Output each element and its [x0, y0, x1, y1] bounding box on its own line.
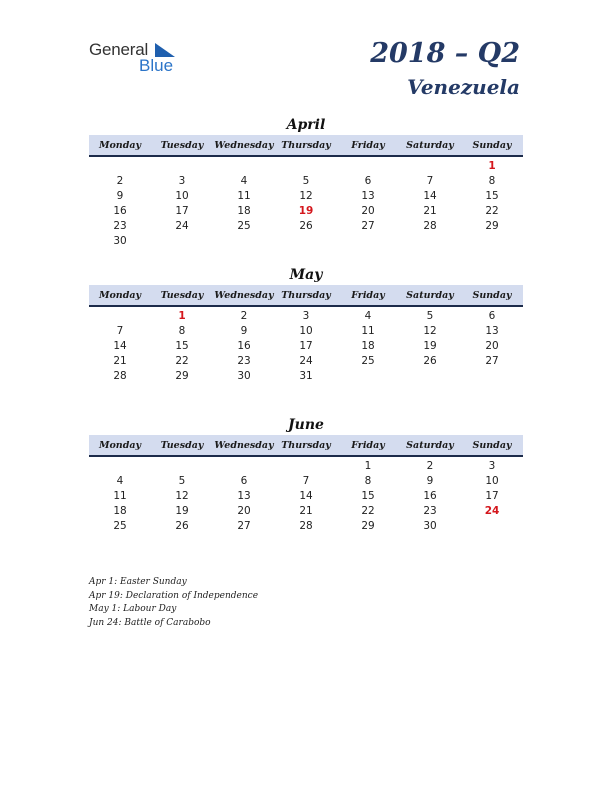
weekday-header: Sunday — [472, 440, 512, 451]
day-cell: 29 — [175, 370, 189, 382]
day-cell: 19 — [175, 505, 189, 517]
day-cell: 10 — [175, 190, 189, 202]
day-cell: 18 — [361, 340, 375, 352]
weekday-header: Wednesday — [214, 440, 274, 451]
day-cell: 7 — [116, 325, 124, 337]
holiday-day-cell: 1 — [488, 160, 496, 172]
day-cell: 20 — [485, 340, 499, 352]
day-cell: 25 — [361, 355, 375, 367]
day-grid — [89, 157, 523, 249]
day-cell: 12 — [423, 325, 437, 337]
day-cell: 14 — [423, 190, 437, 202]
empty-day-cell — [337, 159, 399, 174]
day-cell: 26 — [423, 355, 437, 367]
empty-day-cell — [89, 159, 151, 174]
day-cell: 16 — [113, 205, 127, 217]
logo-blue-text: Blue — [139, 56, 174, 75]
day-cell: 21 — [113, 355, 127, 367]
day-cell: 12 — [175, 490, 189, 502]
day-cell: 9 — [116, 190, 124, 202]
day-cell: 10 — [299, 325, 313, 337]
day-grid — [89, 307, 523, 384]
generalblue-logo — [89, 40, 189, 76]
empty-day-cell — [213, 159, 275, 174]
day-cell: 9 — [426, 475, 434, 487]
day-cell: 23 — [113, 220, 127, 232]
day-cell: 21 — [423, 205, 437, 217]
day-cell: 16 — [423, 490, 437, 502]
holiday-note: May 1: Labour Day — [89, 604, 177, 615]
day-cell: 3 — [178, 175, 186, 187]
weekday-header: Monday — [98, 440, 142, 451]
month-name: May — [289, 267, 323, 283]
day-cell: 19 — [423, 340, 437, 352]
day-cell: 7 — [302, 475, 310, 487]
day-cell: 27 — [237, 520, 251, 532]
weekday-header: Thursday — [281, 140, 331, 151]
day-cell: 1 — [364, 460, 372, 472]
day-cell: 12 — [299, 190, 313, 202]
day-cell: 16 — [237, 340, 251, 352]
day-cell: 30 — [423, 520, 437, 532]
month-calendar-may — [89, 265, 523, 384]
empty-day-cell — [89, 309, 151, 324]
holiday-note: Jun 24: Battle of Carabobo — [89, 617, 211, 628]
logo-general-text: General — [89, 40, 149, 59]
quarter-title: 2018 – Q2 — [370, 38, 520, 69]
day-cell: 8 — [364, 475, 372, 487]
day-cell: 15 — [175, 340, 189, 352]
day-cell: 17 — [299, 340, 313, 352]
weekday-header: Sunday — [472, 290, 512, 301]
holiday-notes — [89, 576, 258, 630]
country-title: Venezuela — [407, 75, 520, 99]
day-cell: 8 — [178, 325, 186, 337]
day-cell: 7 — [426, 175, 434, 187]
day-cell: 2 — [240, 310, 248, 322]
weekday-header: Friday — [351, 440, 385, 451]
day-cell: 6 — [240, 475, 248, 487]
weekday-header: Sunday — [472, 140, 512, 151]
month-calendar-june — [89, 415, 523, 534]
holiday-day-cell: 1 — [178, 310, 186, 322]
day-cell: 18 — [237, 205, 251, 217]
holiday-day-cell: 24 — [484, 505, 500, 517]
empty-day-cell — [151, 459, 213, 474]
weekday-header: Monday — [98, 140, 142, 151]
day-cell: 6 — [364, 175, 372, 187]
day-cell: 3 — [488, 460, 496, 472]
weekday-header: Wednesday — [214, 140, 274, 151]
weekday-header: Thursday — [281, 290, 331, 301]
day-cell: 30 — [237, 370, 251, 382]
day-cell: 11 — [237, 190, 251, 202]
day-cell: 23 — [423, 505, 437, 517]
day-cell: 9 — [240, 325, 248, 337]
day-cell: 5 — [302, 175, 310, 187]
day-cell: 31 — [299, 370, 313, 382]
day-cell: 21 — [299, 505, 313, 517]
day-cell: 17 — [485, 490, 499, 502]
day-cell: 27 — [485, 355, 499, 367]
day-cell: 4 — [240, 175, 248, 187]
day-cell: 28 — [113, 370, 127, 382]
day-cell: 26 — [299, 220, 313, 232]
day-cell: 13 — [361, 190, 375, 202]
weekday-header: Wednesday — [214, 290, 274, 301]
day-grid — [89, 457, 523, 534]
day-cell: 2 — [116, 175, 124, 187]
logo-flag-icon — [155, 43, 175, 57]
weekday-header: Friday — [351, 290, 385, 301]
day-cell: 8 — [488, 175, 496, 187]
weekday-header: Tuesday — [160, 290, 204, 301]
day-cell: 18 — [113, 505, 127, 517]
weekday-header: Saturday — [406, 290, 454, 301]
holiday-day-cell: 19 — [298, 205, 314, 217]
holiday-note: Apr 1: Easter Sunday — [89, 577, 187, 587]
holiday-note: Apr 19: Declaration of Independence — [89, 590, 259, 601]
day-cell: 22 — [361, 505, 375, 517]
day-cell: 5 — [178, 475, 186, 487]
day-cell: 3 — [302, 310, 310, 322]
day-cell: 30 — [113, 235, 127, 247]
day-cell: 20 — [237, 505, 251, 517]
weekday-header-row — [89, 135, 523, 157]
day-cell: 22 — [175, 355, 189, 367]
weekday-header: Friday — [351, 140, 385, 151]
weekday-header: Monday — [98, 290, 142, 301]
day-cell: 20 — [361, 205, 375, 217]
day-cell: 25 — [113, 520, 127, 532]
month-calendar-april — [89, 115, 523, 249]
day-cell: 25 — [237, 220, 251, 232]
day-cell: 11 — [113, 490, 127, 502]
weekday-header: Tuesday — [160, 440, 204, 451]
weekday-header-row — [89, 435, 523, 457]
day-cell: 6 — [488, 310, 496, 322]
weekday-header: Saturday — [406, 140, 454, 151]
day-cell: 26 — [175, 520, 189, 532]
day-cell: 14 — [299, 490, 313, 502]
day-cell: 13 — [485, 325, 499, 337]
weekday-header-row — [89, 285, 523, 307]
day-cell: 15 — [485, 190, 499, 202]
day-cell: 22 — [485, 205, 499, 217]
day-cell: 29 — [361, 520, 375, 532]
day-cell: 27 — [361, 220, 375, 232]
day-cell: 29 — [485, 220, 499, 232]
day-cell: 13 — [237, 490, 251, 502]
empty-day-cell — [275, 159, 337, 174]
day-cell: 10 — [485, 475, 499, 487]
day-cell: 24 — [175, 220, 189, 232]
empty-day-cell — [89, 459, 151, 474]
day-cell: 23 — [237, 355, 251, 367]
weekday-header: Thursday — [281, 440, 331, 451]
day-cell: 11 — [361, 325, 375, 337]
day-cell: 4 — [116, 475, 124, 487]
day-cell: 15 — [361, 490, 375, 502]
day-cell: 28 — [299, 520, 313, 532]
month-name: June — [288, 417, 324, 433]
empty-day-cell — [213, 459, 275, 474]
weekday-header: Saturday — [406, 440, 454, 451]
empty-day-cell — [151, 159, 213, 174]
day-cell: 24 — [299, 355, 313, 367]
empty-day-cell — [399, 159, 461, 174]
day-cell: 14 — [113, 340, 127, 352]
day-cell: 2 — [426, 460, 434, 472]
day-cell: 17 — [175, 205, 189, 217]
day-cell: 4 — [364, 310, 372, 322]
month-name: April — [286, 117, 326, 133]
day-cell: 28 — [423, 220, 437, 232]
day-cell: 5 — [426, 310, 434, 322]
weekday-header: Tuesday — [160, 140, 204, 151]
empty-day-cell — [275, 459, 337, 474]
